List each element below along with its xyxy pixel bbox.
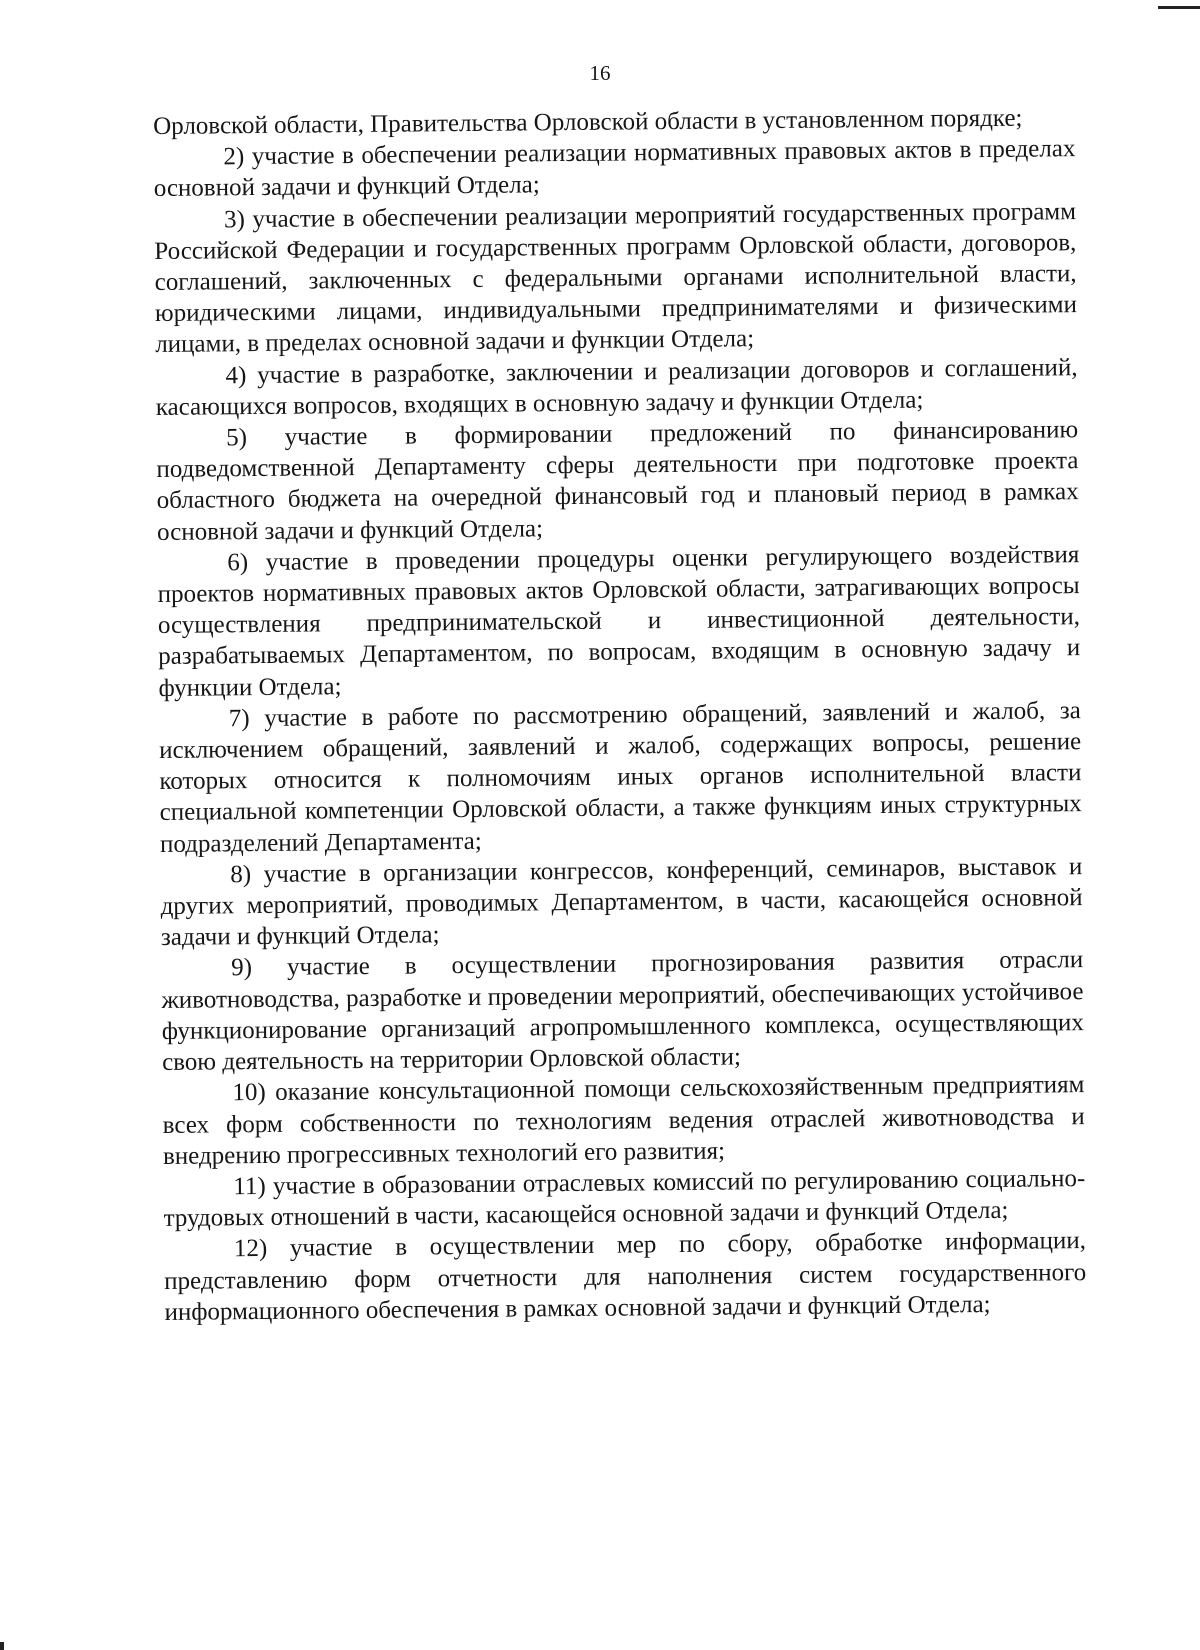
paragraph-item-9: 9) участие в осуществлении прогнозирования развития отрасли животноводства, разработке и проведении мероприятий, обеспечивающих устойчивое функционирование организаций агропромышленного комплекса, осуществляющих свою деятельность на территории Орловской области; — [161, 946, 1084, 1077]
paragraph-item-3: 3) участие в обеспечении реализации мероприятий государственных программ Российской Федерации и государственных программ Орловской области, договоров, соглашений, заключенных с федеральными органами исполнительной власти, юридическими лицами, индивидуальными предпринимателями и физическими лицами, в пределах основной задачи и функции Отдела; — [154, 197, 1078, 359]
scan-edge-mark — [0, 1642, 4, 1650]
paragraph-item-8: 8) участие в организации конгрессов, конференций, семинаров, выставок и других мероприятий, проводимых Департаментом, в части, касающейся основной задачи и функций Отдела; — [160, 852, 1083, 952]
paragraph-item-7: 7) участие в работе по рассмотрению обращений, заявлений и жалоб, за исключением обращений, заявлений и жалоб, содержащих вопросы, решение которых относится к полномочиям иных органов исполнительной власти специальной компетенции Орловской области, а также функциям иных структурных подразделений Департамента; — [159, 696, 1082, 858]
paragraph-item-12: 12) участие в осуществлении мер по сбору, обработке информации, представлению форм отчетности для наполнения систем государственного информационного обеспечения в рамках основной задачи и функций Отдела; — [164, 1227, 1087, 1326]
paragraph-item-5: 5) участие в формировании предложений по финансированию подведомственной Департаменту сферы деятельности при подготовке проекта областного бюджета на очередной финансовый год и плановый период в рамках основной задачи и функций Отдела; — [156, 416, 1079, 546]
paragraph-item-4: 4) участие в разработке, заключении и реализации договоров и соглашений, касающихся вопросов, входящих в основную задачу и функции Отдела; — [155, 353, 1078, 421]
document-body — [153, 102, 1087, 1328]
page-number: 16 — [589, 61, 611, 85]
scan-corner-mark — [1158, 6, 1200, 9]
paragraph-item-11: 11) участие в образовании отраслевых комиссий по регулированию социально-трудовых отношений в части, касающейся основной задачи и функций Отдела; — [163, 1165, 1086, 1233]
paragraph-item-10: 10) оказание консультационной помощи сельскохозяйственным предприятиям всех форм собственности по технологиям ведения отраслей животноводства и внедрению прогрессивных технологий его развития; — [162, 1071, 1085, 1170]
paragraph-item-6: 6) участие в проведении процедуры оценки регулирующего воздействия проектов нормативных правовых актов Орловской области, затрагивающих вопросы осуществления предпринимательской и инвестиционной деятельности, разрабатываемых Департаментом, по вопросам, входящим в основную задачу и функции Отдела; — [157, 540, 1081, 702]
paragraph-item-2: 2) участие в обеспечении реализации нормативных правовых актов в пределах основной задачи и функций Отдела; — [153, 135, 1076, 203]
paragraph-continuation: Орловской области, Правительства Орловской области в установленном порядке; — [153, 104, 1023, 140]
